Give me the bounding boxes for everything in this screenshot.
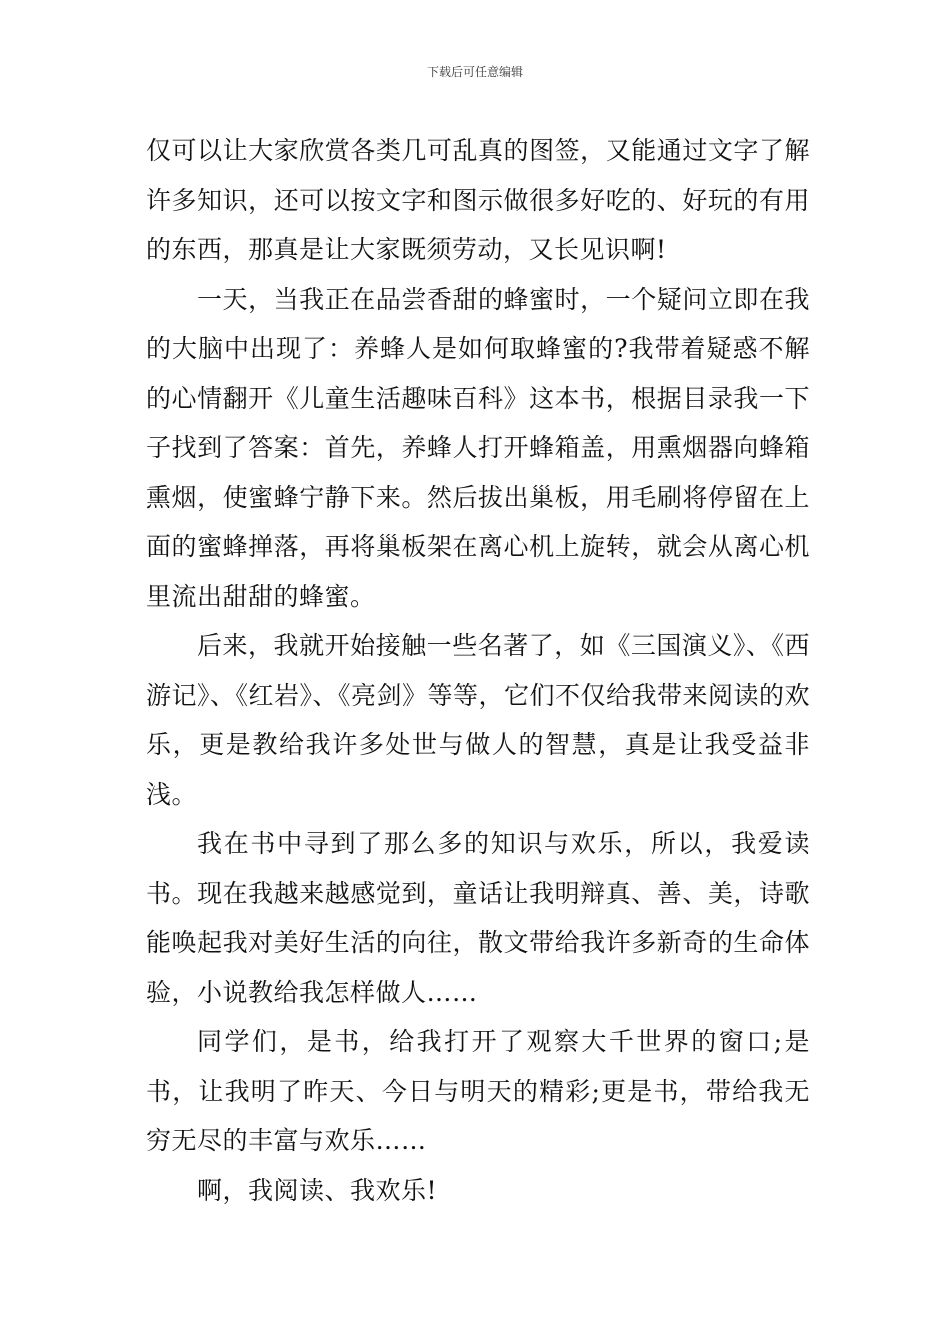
paragraph-6: 啊，我阅读、我欢乐! bbox=[197, 1175, 438, 1205]
document-body bbox=[146, 126, 810, 1215]
paragraph-4: 我在书中寻到了那么多的知识与欢乐，所以，我爱读书。现在我越来越感觉到，童话让我明辩真、善、美，诗歌能唤起我对美好生活的向往，散文带给我许多新奇的生命体验，小说教给我怎样做人…… bbox=[146, 829, 810, 1007]
paragraph-5: 同学们，是书，给我打开了观察大千世界的窗口;是书，让我明了昨天、今日与明天的精彩;更是书，带给我无穷无尽的丰富与欢乐…… bbox=[146, 1027, 810, 1155]
paragraph-3: 后来，我就开始接触一些名著了，如《三国演义》、《西游记》、《红岩》、《亮剑》等等，它们不仅给我带来阅读的欢乐，更是教给我许多处世与做人的智慧，真是让我受益非浅。 bbox=[146, 631, 811, 809]
page-header-note: 下载后可任意编辑 bbox=[426, 65, 523, 79]
paragraph-2: 一天，当我正在品尝香甜的蜂蜜时，一个疑问立即在我的大脑中出现了：养蜂人是如何取蜂蜜的?我带着疑惑不解的心情翻开《儿童生活趣味百科》这本书，根据目录我一下子找到了答案：首先，养蜂人打开蜂箱盖，用熏烟器向蜂箱熏烟，使蜜蜂宁静下来。然后拔出巢板，用毛刷将停留在上面的蜜蜂掸落，再将巢板架在离心机上旋转，就会从离心机里流出甜甜的蜂蜜。 bbox=[146, 284, 810, 611]
paragraph-1: 仅可以让大家欣赏各类几可乱真的图签，又能通过文字了解许多知识，还可以按文字和图示做很多好吃的、好玩的有用的东西，那真是让大家既须劳动，又长见识啊! bbox=[146, 136, 810, 264]
